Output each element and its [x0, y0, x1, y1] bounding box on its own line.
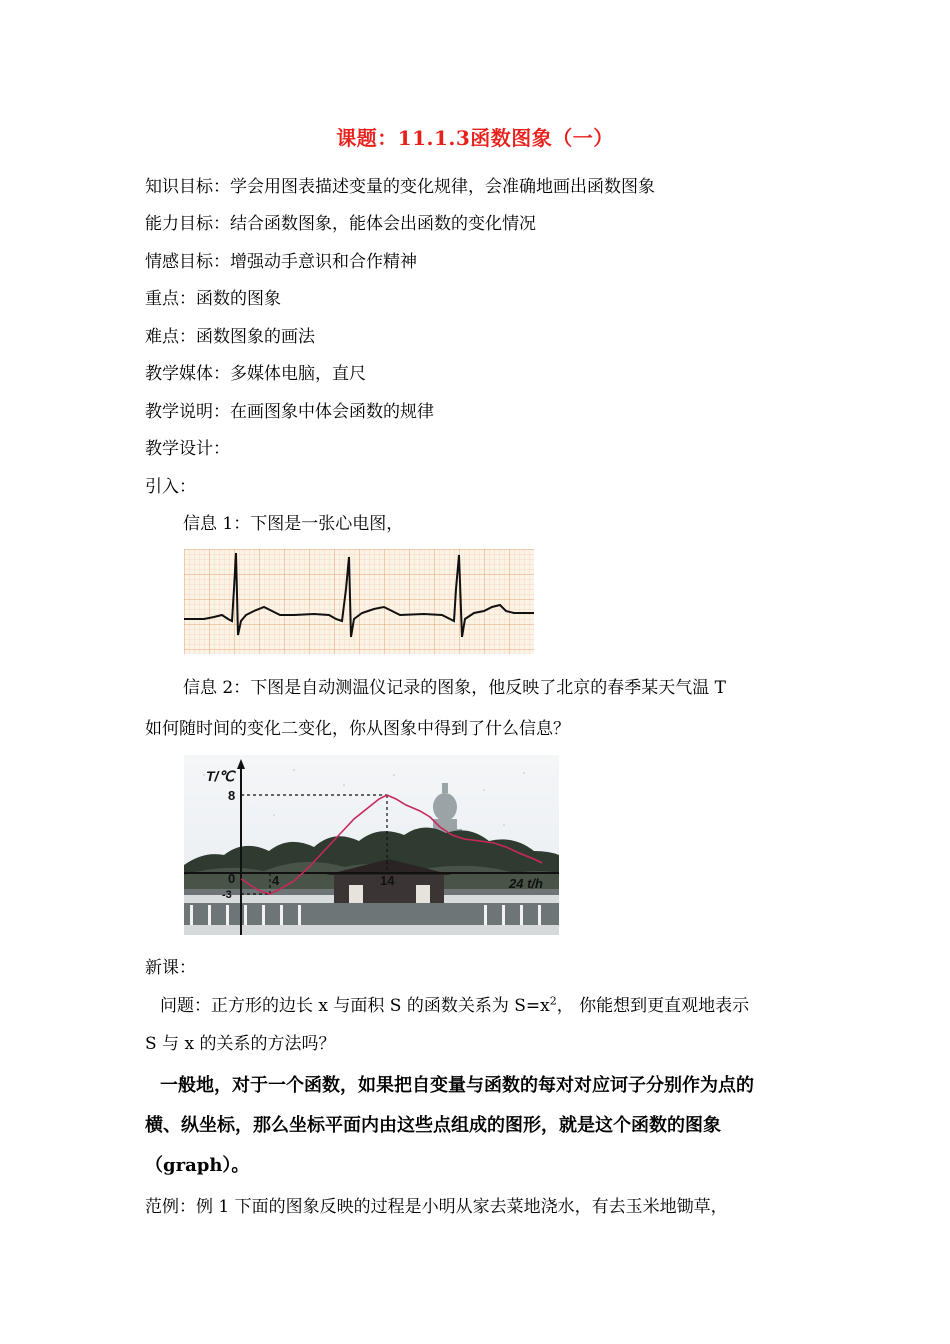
temperature-image — [184, 755, 559, 935]
introduction-heading: 引入： — [145, 477, 196, 497]
y-tick-8: 8 — [228, 788, 236, 803]
origin-label: 0 — [228, 871, 236, 886]
x-tick-4: 4 — [272, 873, 280, 888]
y-axis-label: T/℃ — [206, 768, 235, 784]
example-1-text: 范例：例 1 下面的图象反映的过程是小明从家去菜地浇水，有去玉米地锄草， — [145, 1197, 728, 1217]
x-tick-14: 14 — [380, 873, 395, 888]
knowledge-goal: 知识目标：学会用图表描述变量的变化规律，会准确地画出函数图象 — [145, 177, 655, 197]
question-line1 — [160, 995, 749, 1017]
key-point: 重点：函数的图象 — [145, 289, 281, 309]
info-1-text: 信息 1：下图是一张心电图， — [183, 514, 404, 534]
definition-line3: （graph）。 — [145, 1155, 250, 1176]
question-line2: S 与 x 的关系的方法吗？ — [145, 1034, 336, 1054]
teaching-media: 教学媒体：多媒体电脑，直尺 — [145, 364, 366, 384]
difficulty: 难点：函数图象的画法 — [145, 327, 315, 347]
new-lesson-heading: 新课： — [145, 958, 196, 978]
lesson-title: 课题：11.1.3函数图象（一） — [336, 126, 614, 150]
ecg-image — [184, 549, 534, 654]
teaching-note: 教学说明：在画图象中体会函数的规律 — [145, 402, 434, 422]
ability-goal: 能力目标：结合函数图象，能体会出函数的变化情况 — [145, 214, 536, 234]
teaching-design-heading: 教学设计： — [145, 439, 230, 459]
definition-line1: 一般地，对于一个函数，如果把自变量与函数的每对对应诃子分别作为点的 — [160, 1075, 754, 1096]
definition-line2: 横、纵坐标，那么坐标平面内由这些点组成的图形，就是这个函数的图象 — [145, 1115, 721, 1136]
square-exponent: 2 — [549, 994, 557, 1008]
y-tick-neg3: -3 — [222, 889, 232, 901]
question-text-a: 问题：正方形的边长 x 与面积 S 的函数关系为 S=x — [160, 996, 550, 1016]
emotion-goal: 情感目标：增强动手意识和合作精神 — [145, 252, 417, 272]
info-2-text-line2: 如何随时间的变化二变化，你从图象中得到了什么信息？ — [145, 719, 570, 739]
x-axis-label: 24 t/h — [509, 876, 543, 891]
info-2-text-line1: 信息 2：下图是自动测温仪记录的图象，他反映了北京的春季某天气温 T — [183, 678, 726, 698]
question-text-b: ， 你能想到更直观地表示 — [556, 996, 750, 1016]
